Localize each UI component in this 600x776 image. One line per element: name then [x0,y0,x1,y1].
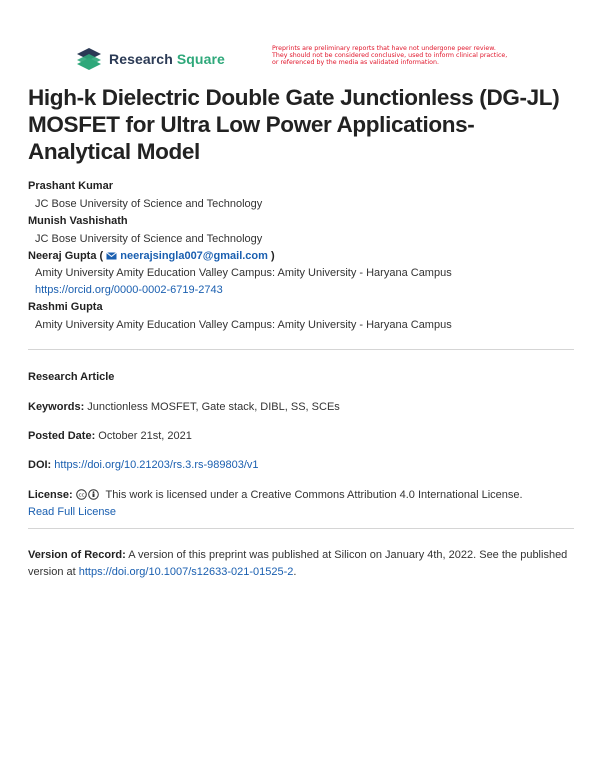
orcid-row [28,281,576,299]
version-of-record-text: A version of this preprint was published at Silicon on January 4th, 2022. See the published version at [28,549,568,578]
doi-link[interactable]: https://doi.org/10.21203/rs.3.rs-989803/v1 [54,459,259,471]
preprint-disclaimer [272,45,542,66]
author-name: Rashmi Gupta [28,301,103,313]
svg-text:cc: cc [78,492,85,499]
keywords-value: Junctionless MOSFET, Gate stack, DIBL, SS, SCEs [84,401,340,413]
author-affiliation: JC Bose University of Science and Technology [35,198,263,210]
paper-title: High-k Dielectric Double Gate Junctionless (DG-JL) MOSFET for Ultra Low Power Applications- Analytical Model [28,85,560,164]
disclaimer-line: Preprints are preliminary reports that have not undergone peer review. [272,45,496,52]
doi [28,457,576,474]
logo-square: Square [176,51,225,67]
keywords-label: Keywords: [28,401,85,413]
author-list [28,178,576,334]
logo-research: Research [109,51,173,67]
research-square-logo-icon [75,47,103,71]
author-affiliation: Amity University Amity Education Valley Campus: Amity University - Haryana Campus [35,319,452,331]
divider [28,349,574,350]
posted-date-value: October 21st, 2021 [95,430,192,442]
author-email-link[interactable] [106,250,268,262]
logo-text [109,51,225,67]
version-of-record [28,547,576,581]
article-type-label: Research Article [28,371,115,383]
author-name-corresponding [28,248,576,265]
keywords [28,399,576,416]
posted-date-label: Posted Date: [28,430,96,442]
author-name: Prashant Kumar [28,180,113,192]
author-name: Neeraj Gupta [28,250,97,262]
posted-date [28,428,576,445]
author-affiliation: Amity University Amity Education Valley Campus: Amity University - Haryana Campus [35,267,452,279]
version-of-record-link[interactable]: https://doi.org/10.1007/s12633-021-01525-2 [78,566,294,578]
header [75,45,545,79]
author-name: Munish Vashishath [28,215,128,227]
article-type [28,369,576,386]
license-label: License: [28,489,73,501]
cc-by-icon [76,489,101,500]
license-text: This work is licensed under a Creative Commons Attribution 4.0 International License. [102,489,523,501]
version-of-record-label: Version of Record: [28,549,126,561]
author-affiliation: JC Bose University of Science and Technology [35,233,263,245]
license [28,487,576,521]
doi-label: DOI: [28,459,52,471]
disclaimer-line: They should not be considered conclusive, used to inform clinical practice, [272,52,508,59]
disclaimer-line: or referenced by the media as validated information. [272,59,439,66]
divider [28,528,574,529]
paren-open: ( [96,250,107,262]
read-full-license-link[interactable]: Read Full License [28,506,117,518]
author-email: neerajsingla007@gmail.com [120,250,268,262]
research-square-logo[interactable] [75,47,225,71]
paren-close: ) [267,250,275,262]
envelope-icon [106,252,117,260]
orcid-link[interactable]: https://orcid.org/0000-0002-6719-2743 [35,284,223,296]
version-of-record-suffix: . [293,566,297,578]
